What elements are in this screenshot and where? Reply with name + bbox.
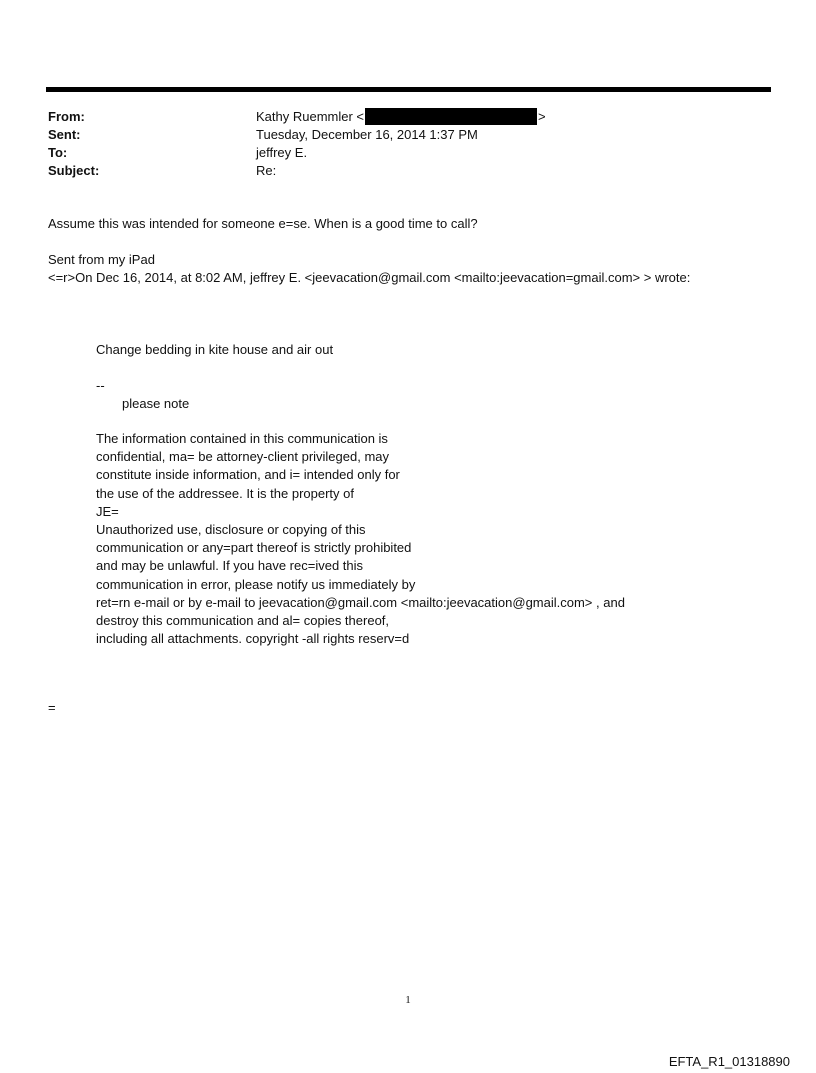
- disclaimer-line: ret=rn e-mail or by e-mail to jeevacation@gmail.com <mailto:jeevacation@gmail.com> , and: [96, 594, 625, 610]
- redaction-box: [365, 108, 537, 125]
- disclaimer: [96, 430, 625, 648]
- quoted-message: Change bedding in kite house and air out: [96, 342, 334, 357]
- from-name: Kathy Ruemmler <: [256, 109, 365, 124]
- bates-number: EFTA_R1_01318890: [668, 1054, 790, 1069]
- from-value: [256, 108, 546, 126]
- header-rule: [46, 87, 771, 92]
- page-number: 1: [405, 994, 411, 1006]
- disclaimer-line: including all attachments. copyright -all rights reserv=d: [96, 631, 410, 647]
- disclaimer-line: confidential, ma= be attorney-client privileged, may: [96, 449, 390, 465]
- sent-label: Sent:: [48, 127, 81, 142]
- quote-intro: <=r>On Dec 16, 2014, at 8:02 AM, jeffrey E. <jeevacation@gmail.com <mailto:jeevacation=gmail.com> > wrote:: [48, 270, 691, 285]
- signature-dashes: --: [96, 378, 105, 393]
- disclaimer-line: communication or any=part thereof is strictly prohibited: [96, 540, 412, 556]
- disclaimer-line: The information contained in this communication is: [96, 431, 388, 446]
- to-row: [48, 144, 546, 162]
- sent-row: [48, 126, 546, 144]
- from-label: From:: [48, 109, 85, 124]
- sent-value: Tuesday, December 16, 2014 1:37 PM: [256, 127, 478, 142]
- subject-row: [48, 162, 546, 180]
- disclaimer-line: destroy this communication and al= copies thereof,: [96, 613, 390, 629]
- disclaimer-line: Unauthorized use, disclosure or copying of this: [96, 522, 366, 538]
- disclaimer-line: communication in error, please notify us immediately by: [96, 576, 416, 592]
- subject-label: Subject:: [48, 163, 100, 178]
- disclaimer-line: the use of the addressee. It is the property of: [96, 485, 354, 501]
- from-row: [48, 108, 546, 126]
- disclaimer-line: JE=: [96, 503, 119, 519]
- to-value: jeffrey E.: [256, 145, 308, 160]
- body-line-1: Assume this was intended for someone e=se. When is a good time to call?: [48, 216, 478, 231]
- please-note: please note: [122, 396, 190, 411]
- email-header: [48, 108, 546, 180]
- sent-from-line: Sent from my iPad: [48, 252, 155, 267]
- trailing-equals: =: [48, 700, 56, 715]
- subject-value: Re:: [256, 163, 277, 178]
- from-suffix: >: [538, 109, 546, 124]
- disclaimer-line: constitute inside information, and i= intended only for: [96, 467, 400, 483]
- disclaimer-line: and may be unlawful. If you have rec=ived this: [96, 558, 364, 574]
- to-label: To:: [48, 145, 68, 160]
